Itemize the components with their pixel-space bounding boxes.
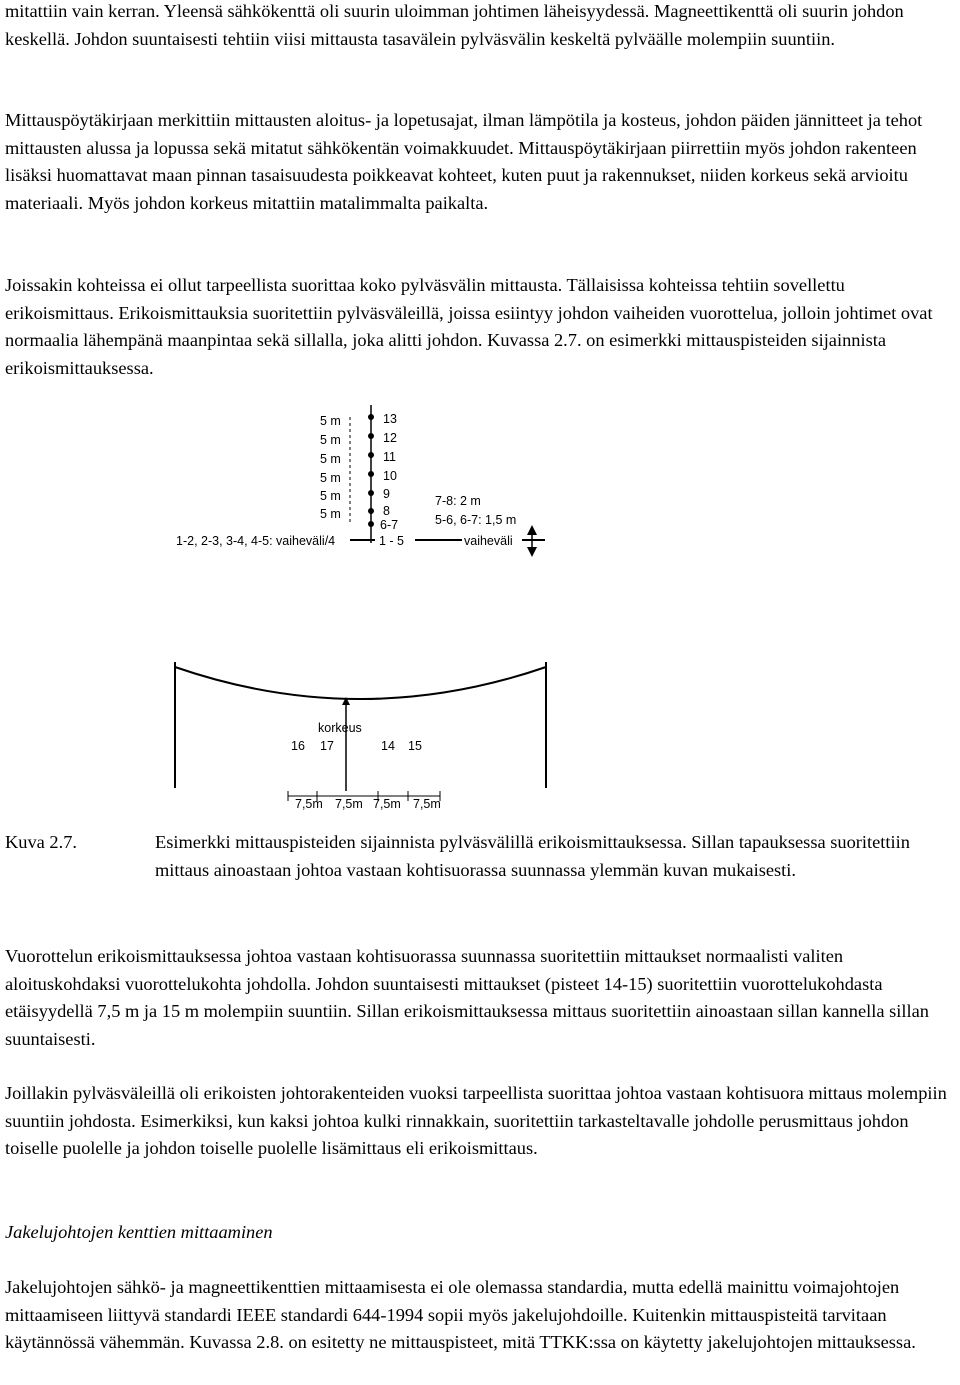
point-label: 11 bbox=[383, 450, 396, 464]
point-label: 12 bbox=[383, 431, 397, 445]
height-label: korkeus bbox=[318, 721, 362, 735]
paragraph-special-measurement: Joissakin kohteissa ei ollut tarpeellista suorittaa koko pylväsvälin mittausta. Tällaisissa kohteissa tehtiin sovellettu erikoismittaus. Erikoismittauksia suoritettiin pylväsväleillä, joissa esiintyy johdon vaiheiden vuorottelua, jolloin johtimet ovat normaalia lähempänä maanpintaa sekä sillalla, joka alitti johdon. Kuvassa 2.7. on esimerkki mittauspisteiden sijainnista erikoismittauksessa. bbox=[5, 275, 933, 378]
paragraph-protocol: Mittauspöytäkirjaan merkittiin mittausten aloitus- ja lopetusajat, ilman lämpötila ja kosteus, johdon päiden jännitteet ja tehot mittausten alussa ja lopussa sekä mitatut sähkökentän voimakkuudet. Mittauspöytäkirjaan piirrettiin myös johdon rakenteen lisäksi huomattavat maan pinnan tasaisuudesta poikkeavat kohteet, kuten puut ja rakennukset, niiden korkeus sekä arvioitu materiaali. Myös johdon korkeus mitattiin matalimmalta paikalta. bbox=[5, 110, 923, 213]
point-label: 10 bbox=[383, 469, 397, 483]
measurement-points-figure bbox=[170, 405, 550, 825]
figure-caption-text: Esimerkki mittauspisteiden sijainnista pylväsvälillä erikoismittauksessa. Sillan tapauksessa suoritettiin mittaus ainoastaan johtoa vastaan kohtisuorassa suunnassa ylemmän kuvan mukaisesti. bbox=[155, 832, 910, 880]
spacing-label: 5 m bbox=[320, 489, 341, 503]
point-label: 6-7 bbox=[380, 518, 399, 532]
phase-spacing-label: vaiheväli bbox=[464, 534, 513, 548]
spacing-label: 5 m bbox=[320, 507, 341, 521]
bottom-point-label: 15 bbox=[408, 739, 422, 753]
point-6-7-dot bbox=[368, 521, 374, 527]
distance-label: 7,5m bbox=[295, 797, 323, 811]
conductor-sag-curve bbox=[175, 667, 546, 699]
note-7-8: 7-8: 2 m bbox=[435, 494, 481, 508]
point-label: 13 bbox=[383, 412, 397, 426]
center-points-label: 1 - 5 bbox=[379, 534, 405, 548]
point-10-dot bbox=[368, 471, 374, 477]
spacing-label: 5 m bbox=[320, 433, 341, 447]
point-13-dot bbox=[368, 414, 374, 420]
note-5-6: 5-6, 6-7: 1,5 m bbox=[435, 513, 517, 527]
paragraph-alternation: Vuorottelun erikoismittauksessa johtoa vastaan kohtisuorassa suunnassa suoritettiin mittaukset normaalisti valiten aloituskohdaksi vuorottelukohta johdolla. Johdon suuntaisesti mittaukset (pisteet 14-15) suoritettiin vuorottelukohdasta etäisyydellä 7,5 m ja 15 m molempiin suuntiin. Sillan erikoismittauksessa mittaus suoritettiin ainoastaan sillan kannella sillan suuntaisesti. bbox=[5, 946, 929, 1049]
distance-label: 7,5m bbox=[373, 797, 401, 811]
bottom-point-label: 17 bbox=[320, 739, 334, 753]
spacing-label: 5 m bbox=[320, 471, 341, 485]
figure-caption-label: Kuva 2.7. bbox=[5, 832, 78, 852]
spacing-label: 5 m bbox=[320, 452, 341, 466]
section-heading: Jakelujohtojen kenttien mittaaminen bbox=[5, 1222, 273, 1242]
arrow-down-icon bbox=[527, 547, 537, 557]
point-11-dot bbox=[368, 452, 374, 458]
distance-label: 7,5m bbox=[413, 797, 441, 811]
point-label: 9 bbox=[383, 487, 390, 501]
arrow-up-icon bbox=[527, 525, 537, 535]
paragraph-distribution-lines: Jakelujohtojen sähkö- ja magneettikenttien mittaamisesta ei ole olemassa standardia, mutta edellä mainittu voimajohtojen mittaamiseen liittyvä standardi IEEE standardi 644-1994 sopii myös jakelujohdoille. Kuitenkin mittauspisteitä tarvitaan käytännössä vähemmän. Kuvassa 2.8. on esitetty ne mittauspisteet, mitä TTKK:ssa on käytetty jakelujohtojen mittauksessa. bbox=[5, 1277, 916, 1352]
point-label: 8 bbox=[383, 504, 390, 518]
point-12-dot bbox=[368, 433, 374, 439]
bottom-point-label: 14 bbox=[381, 739, 395, 753]
distance-label: 7,5m bbox=[335, 797, 363, 811]
paragraph-parallel-lines: Joillakin pylväsväleillä oli erikoisten johtorakenteiden vuoksi tarpeellista suorittaa johtoa vastaan kohtisuora mittaus molempiin suuntiin johdosta. Esimerkiksi, kun kaksi johtoa kulki rinnakkain, suoritettiin tarkasteltavalle johdolle perusmittaus johdon toiselle puolelle ja johdon toiselle puolelle lisämittaus eli erikoismittaus. bbox=[5, 1083, 947, 1158]
bottom-point-label: 16 bbox=[291, 739, 305, 753]
point-8-dot bbox=[368, 508, 374, 514]
left-spacing-label: 1-2, 2-3, 3-4, 4-5: vaiheväli/4 bbox=[176, 534, 336, 548]
point-9-dot bbox=[368, 490, 374, 496]
spacing-label: 5 m bbox=[320, 414, 341, 428]
paragraph-intro: mitattiin vain kerran. Yleensä sähkökenttä oli suurin uloimman johtimen läheisyydessä. Magneettikenttä oli suurin johdon keskellä. Johdon suuntaisesti tehtiin viisi mittausta tasavälein pylväsvälin keskeltä pylväälle molempiin suuntiin. bbox=[5, 1, 904, 49]
